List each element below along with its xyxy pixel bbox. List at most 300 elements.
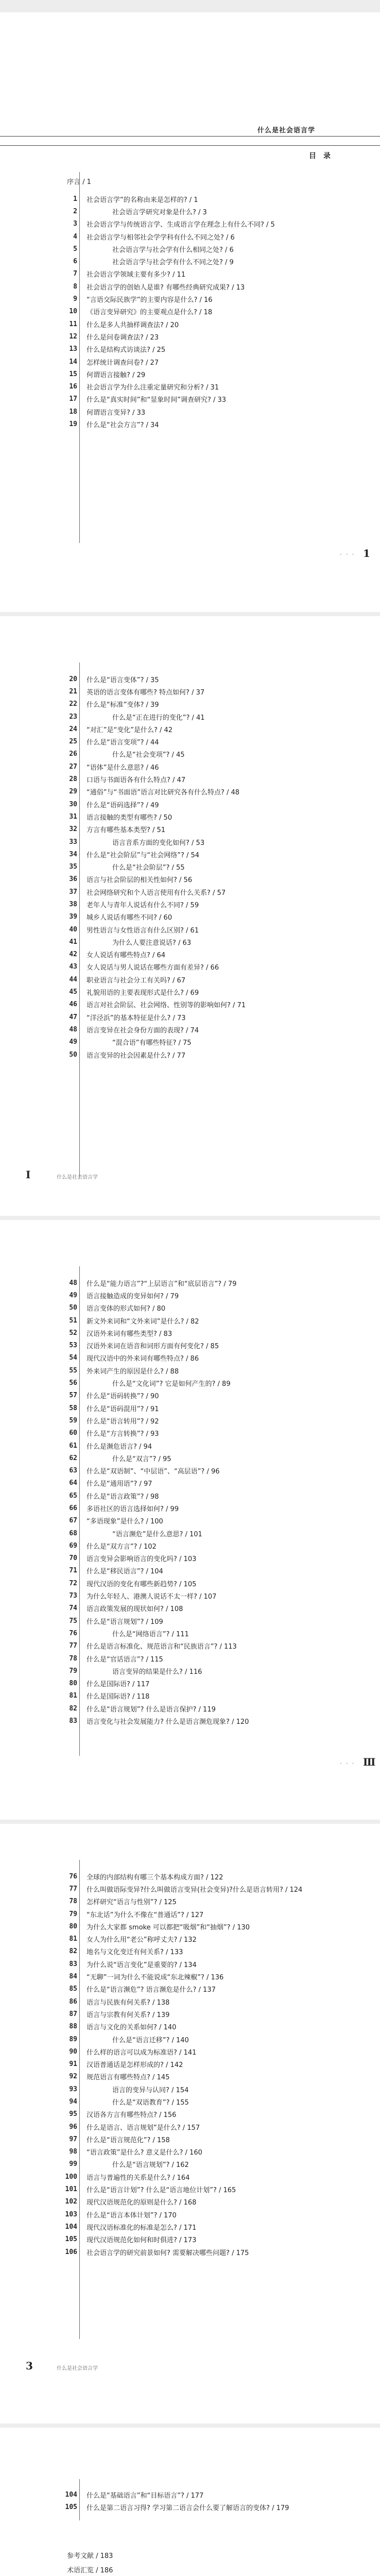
entry-title: 什么是“语言规划”? / 162 — [112, 2161, 189, 2170]
toc-entry[interactable] — [57, 1702, 376, 1715]
entry-title: 什么是“双方言”? / 102 — [87, 1543, 157, 1551]
toc-entry[interactable] — [57, 773, 376, 785]
entry-number: 17 — [69, 395, 77, 403]
header-rule-2 — [0, 145, 380, 146]
entry-number: 63 — [69, 1467, 77, 1475]
entry-title: 什么是“标准”变体? / 39 — [87, 701, 159, 709]
toc-list-page-2 — [57, 673, 376, 1061]
entry-title: 什么是国际语? / 117 — [87, 1681, 150, 1689]
entry-number: 22 — [69, 700, 77, 708]
entry-number: 74 — [69, 1604, 77, 1613]
entry-title: “洋泾浜”的基本特征是什么? / 73 — [87, 1014, 186, 1022]
toc-entry[interactable] — [57, 230, 376, 243]
toc-entry[interactable] — [57, 1389, 376, 1402]
entry-title: 汉语普通话是怎样形成的? / 142 — [87, 2061, 183, 2070]
toc-entry[interactable] — [57, 2221, 376, 2233]
entry-title: 女人为什么用“老公”称呼丈夫? / 132 — [87, 1936, 197, 1944]
toc-entry[interactable] — [57, 380, 376, 393]
entry-title: 什么是“语言变体”? / 35 — [87, 676, 159, 684]
toc-entry[interactable] — [57, 1958, 376, 1970]
toc-entry[interactable] — [57, 1377, 376, 1389]
entry-number: 4 — [73, 232, 77, 241]
entry-title: 什么是“官话语言”? / 115 — [87, 1655, 163, 1664]
toc-entry[interactable] — [57, 2233, 376, 2246]
toc-entry[interactable] — [57, 836, 376, 848]
toc-entry[interactable] — [57, 948, 376, 961]
toc-entry[interactable] — [57, 2121, 376, 2133]
entry-number: 75 — [69, 1617, 77, 1625]
entry-title: 社会语言学与社会学有什么相同之处? / 6 — [112, 246, 234, 254]
toc-entry[interactable] — [57, 2146, 376, 2158]
toc-entry[interactable] — [57, 1640, 376, 1652]
entry-number: 105 — [65, 2235, 77, 2244]
toc-entry[interactable] — [57, 1589, 376, 1602]
running-footer: 什么是社会语言学 — [57, 1175, 98, 1180]
toc-entry[interactable] — [57, 2501, 376, 2513]
entry-title: 什么是“社会变项”? / 45 — [112, 751, 185, 759]
entry-title: 语言变体的形式如何? / 80 — [87, 1305, 166, 1313]
toc-entry[interactable] — [57, 1327, 376, 1339]
header-rule — [0, 136, 380, 137]
entry-title: “无聊”一词为什么不能说成“东北辣椒”? / 136 — [87, 1974, 224, 1982]
toc-entry[interactable] — [57, 1502, 376, 1514]
toc-entry[interactable] — [57, 2171, 376, 2183]
entry-title: 什么是“语码混用”? / 91 — [87, 1405, 159, 1413]
entry-title: 语言变异会影响语言的变化吗? / 103 — [87, 1555, 197, 1564]
toc-entry[interactable] — [57, 355, 376, 368]
entry-number: 83 — [69, 1717, 77, 1725]
toc-entry[interactable] — [57, 2008, 376, 2020]
toc-entry[interactable] — [57, 1452, 376, 1464]
entry-number: 89 — [69, 2035, 77, 2043]
entry-title: 女人说话与男人说话在哪些方面有差异? / 66 — [87, 964, 219, 972]
entry-title: 现代汉语标准化的标准是怎么? / 171 — [87, 2224, 197, 2232]
entry-title: 什么是“语码转换”? / 90 — [87, 1393, 159, 1401]
entry-title: 为什么大家都 smoke 可以都把“吸烟”和“抽烟”? / 130 — [87, 1923, 250, 1931]
entry-title: 什么是“移民语言”? / 104 — [87, 1568, 163, 1576]
entry-number: 76 — [69, 1872, 77, 1880]
toc-entry[interactable] — [57, 1602, 376, 1615]
entry-number: 78 — [69, 1654, 77, 1663]
toc-entry[interactable] — [57, 2488, 376, 2501]
entry-title: 社会语言学与社会学有什么不同之处? / 9 — [112, 259, 234, 267]
entry-number: 70 — [69, 1554, 77, 1563]
toc-list-page-1 — [57, 193, 376, 431]
entry-title: 什么是“正在进行的变化”? / 41 — [112, 714, 205, 722]
entry-title: 为什么年轻人、港澳人说话不太一样? / 107 — [87, 1593, 217, 1601]
entry-number: 95 — [69, 2110, 77, 2119]
toc-entry[interactable] — [57, 1036, 376, 1048]
toc-entry[interactable] — [57, 723, 376, 735]
toc-page-5 — [0, 2428, 380, 2576]
entry-number: 19 — [69, 420, 77, 428]
toc-entry[interactable] — [57, 1690, 376, 1702]
entry-title: 怎样统计调查问卷? / 27 — [87, 359, 159, 367]
entry-title: 城乡人说话有哪些不同? / 60 — [87, 914, 172, 922]
entry-title: 什么是“语言政策”? / 98 — [87, 1493, 159, 1501]
entry-number: 67 — [69, 1517, 77, 1525]
toc-entry[interactable] — [57, 2183, 376, 2195]
entry-title: 现代汉语规范化如何和时俱进? / 173 — [87, 2236, 197, 2245]
entry-number: 104 — [65, 2490, 77, 2499]
entry-number: 46 — [69, 1001, 77, 1009]
toc-entry[interactable] — [57, 873, 376, 886]
toc-entry[interactable] — [57, 823, 376, 836]
toc-entry[interactable] — [57, 1023, 376, 1036]
toc-entry[interactable] — [57, 2033, 376, 2045]
entry-number: 25 — [69, 738, 77, 746]
toc-entry[interactable] — [57, 343, 376, 355]
toc-entry[interactable] — [57, 2083, 376, 2095]
entry-number: 55 — [69, 1366, 77, 1375]
entry-title: 语言变异的社会因素是什么? / 77 — [87, 1052, 186, 1060]
entry-title: 什么是结构式访谈法? / 25 — [87, 346, 166, 354]
entry-number: 82 — [69, 1704, 77, 1713]
toc-entry[interactable] — [57, 911, 376, 923]
toc-entry[interactable] — [57, 735, 376, 748]
entry-title: 语言与社会阶层的相关性如何? / 56 — [87, 876, 193, 885]
entry-number: 53 — [69, 1342, 77, 1350]
entry-title: 口语与书面语各有什么特点? / 47 — [87, 776, 186, 785]
entry-number: 101 — [65, 2185, 77, 2194]
entry-number: 102 — [65, 2198, 77, 2206]
entry-title: 什么是“方言转换”? / 93 — [87, 1430, 159, 1438]
toc-entry[interactable] — [57, 318, 376, 330]
toc-entry[interactable] — [57, 1402, 376, 1414]
toc-entry[interactable] — [57, 973, 376, 986]
entry-number: 49 — [69, 1038, 77, 1046]
entry-number: 83 — [69, 1960, 77, 1968]
entry-title: 什么是“语言转用”? / 92 — [87, 1417, 159, 1426]
toc-entry[interactable] — [57, 2021, 376, 2033]
entry-title: 社会网络研究和个人语言使用有什么关系? / 57 — [87, 889, 226, 897]
entry-number: 71 — [69, 1567, 77, 1575]
entry-title: 现代汉语规范化的原则是什么? / 168 — [87, 2199, 197, 2207]
entry-number: 5 — [73, 245, 77, 253]
toc-entry[interactable] — [57, 1970, 376, 1982]
toc-entry[interactable] — [57, 886, 376, 898]
toc-entry[interactable] — [57, 1552, 376, 1565]
toc-entry[interactable] — [57, 1048, 376, 1061]
toc-entry[interactable] — [57, 923, 376, 936]
toc-entry[interactable] — [57, 1920, 376, 1933]
entry-number: 86 — [69, 1997, 77, 2006]
entry-title: 语言接触造成的变异如何? / 79 — [87, 1292, 179, 1300]
entry-number: 81 — [69, 1935, 77, 1943]
entry-number: 45 — [69, 988, 77, 996]
toc-entry[interactable] — [57, 1870, 376, 1883]
toc-entry[interactable] — [57, 2045, 376, 2058]
entry-title: 女人说话有哪些特点? / 64 — [87, 952, 166, 960]
entry-title: 什么是语言标准化、规范语言和“民族语言”? / 113 — [87, 1643, 237, 1651]
toc-entry[interactable] — [57, 1983, 376, 1995]
entry-title: 社会语言学研究对象是什么? / 3 — [112, 208, 207, 216]
toc-entry[interactable] — [57, 2095, 376, 2108]
toc-entry[interactable] — [57, 2196, 376, 2208]
entry-title: 职业语言与社会分工有关吗? / 67 — [87, 976, 186, 985]
entry-number: 62 — [69, 1454, 77, 1462]
entry-title: 语言接触的类型有哪些? / 50 — [87, 814, 172, 822]
entry-title: 什么是“文化词”? 它是如何产生的? / 89 — [112, 1380, 231, 1388]
toc-entry[interactable] — [57, 1627, 376, 1639]
glossary-entry[interactable]: 术语汇览 / 186 — [67, 2567, 113, 2574]
entry-title: 礼貌用语的主要表现形式是什么? / 69 — [87, 989, 199, 997]
series-title: 什么是社会语言学 — [257, 127, 316, 134]
toc-page-2 — [0, 616, 380, 1216]
toc-entry[interactable] — [57, 193, 376, 205]
entry-number: 30 — [69, 800, 77, 808]
entry-number: 50 — [69, 1304, 77, 1312]
entry-number: 106 — [65, 2248, 77, 2256]
toc-list-page-4 — [57, 1870, 376, 2258]
entry-title: 什么是“语言规划”? / 109 — [87, 1618, 163, 1626]
entry-title: 什么是“语言迁移”? / 140 — [112, 2036, 189, 2044]
toc-entry[interactable] — [57, 1339, 376, 1351]
entry-title: 什么是“社会阶层”与“社会网络”? / 54 — [87, 851, 200, 859]
entry-title: 语言政策发展的现状如何? / 108 — [87, 1605, 183, 1614]
toc-entry[interactable] — [57, 2133, 376, 2145]
toc-entry[interactable] — [57, 1908, 376, 1920]
entry-number: 96 — [69, 2123, 77, 2131]
entry-title: “混合语”有哪些特征? / 75 — [112, 1039, 192, 1047]
entry-number: 13 — [69, 345, 77, 353]
entry-title: 语言的变异与认同? / 154 — [112, 2086, 189, 2094]
entry-title: 语言与宗教有何关系? / 139 — [87, 2011, 170, 2019]
toc-entry[interactable] — [57, 1895, 376, 1908]
entry-number: 50 — [69, 1050, 77, 1059]
toc-entry[interactable] — [57, 1883, 376, 1895]
toc-entry[interactable] — [57, 255, 376, 267]
toc-entry[interactable] — [57, 1665, 376, 1677]
toc-entry[interactable] — [57, 760, 376, 773]
toc-entry[interactable] — [57, 1515, 376, 1527]
entry-number: 79 — [69, 1667, 77, 1675]
entry-number: 48 — [69, 1279, 77, 1287]
toc-entry[interactable] — [57, 748, 376, 760]
entry-title: 什么是“基础语言”和“目标语言”? / 177 — [87, 2492, 204, 2500]
entry-number: 6 — [73, 258, 77, 266]
entry-title: “语言濒危”是什么意思? / 101 — [112, 1530, 202, 1538]
toc-entry[interactable] — [57, 2058, 376, 2070]
toc-entry[interactable] — [57, 393, 376, 405]
toc-entry[interactable] — [57, 1289, 376, 1301]
toc-entry[interactable] — [57, 1011, 376, 1023]
toc-entry[interactable] — [57, 860, 376, 873]
entry-title: 什么是“语言变项”? / 44 — [87, 739, 159, 747]
page-dots: ··· — [340, 551, 358, 558]
entry-number: 9 — [73, 295, 77, 303]
entry-number: 78 — [69, 1897, 77, 1906]
entry-title: 社会语言学”的名称由来是怎样的? / 1 — [87, 196, 198, 204]
entry-number: 20 — [69, 675, 77, 683]
toc-entry[interactable] — [57, 418, 376, 430]
entry-title: 什么是国际语? / 118 — [87, 1693, 150, 1701]
entry-number: 21 — [69, 687, 77, 696]
toc-list-page-5 — [57, 2488, 376, 2514]
toc-entry[interactable] — [57, 1427, 376, 1439]
entry-number: 61 — [69, 1442, 77, 1450]
entry-number: 12 — [69, 332, 77, 341]
entry-title: 语言与民族有何关系? / 138 — [87, 1998, 170, 2007]
running-footer: 什么是社会语言学 — [57, 2366, 98, 2371]
toc-entry[interactable] — [57, 1477, 376, 1489]
toc-entry[interactable] — [57, 998, 376, 1011]
entry-number: 68 — [69, 1529, 77, 1537]
toc-entry[interactable] — [57, 1352, 376, 1364]
entry-number: 3 — [73, 220, 77, 228]
toc-entry[interactable] — [57, 1995, 376, 2008]
entry-number: 64 — [69, 1479, 77, 1487]
entry-number: 79 — [69, 1910, 77, 1918]
toc-entry[interactable] — [57, 218, 376, 230]
entry-number: 43 — [69, 963, 77, 971]
entry-title: 什么是“语码选择”? / 49 — [87, 801, 159, 809]
toc-entry[interactable] — [57, 1715, 376, 1727]
toc-entry[interactable] — [57, 205, 376, 217]
toc-entry[interactable] — [57, 1302, 376, 1314]
entry-number: 103 — [65, 2210, 77, 2218]
entry-number: 65 — [69, 1492, 77, 1500]
entry-number: 38 — [69, 900, 77, 908]
toc-entry[interactable] — [57, 673, 376, 685]
entry-number: 7 — [73, 270, 77, 278]
toc-entry[interactable] — [57, 961, 376, 973]
toc-entry[interactable] — [57, 2158, 376, 2171]
entry-title: 什么是第二语言习得? 学习第二语言会什么要了解语言的变体? / 179 — [87, 2504, 289, 2512]
entry-number: 48 — [69, 1025, 77, 1033]
entry-title: 社会语言学的创始人是谁? 有哪些经典研究成果? / 13 — [87, 283, 245, 292]
entry-title: 语言对社会阶层、社会网络、性别等的影响如何? / 71 — [87, 1002, 246, 1010]
entry-title: 社会语言学为什么注重定量研究和分析? / 31 — [87, 384, 219, 392]
toc-entry[interactable] — [57, 810, 376, 823]
toc-entry[interactable] — [57, 330, 376, 343]
entry-title: 地名与文化变迁有何关系? / 133 — [87, 1948, 183, 1957]
toc-entry[interactable] — [57, 1933, 376, 1945]
entry-number: 100 — [65, 2173, 77, 2181]
toc-list-page-3 — [57, 1277, 376, 1727]
entry-title: 什么是“语言计划”? 什么是“语言地位计划”? / 165 — [87, 2187, 236, 2195]
entry-title: 什么是“双语制”、“中层语”、“高层语”? / 96 — [87, 1468, 220, 1476]
toc-entry[interactable] — [57, 936, 376, 948]
entry-title: 语言变异的结果是什么? / 116 — [112, 1668, 202, 1676]
entry-number: 94 — [69, 2097, 77, 2106]
entry-title: 全球的内部结构有哪三个基本构成方面? / 122 — [87, 1873, 223, 1882]
entry-number: 104 — [65, 2223, 77, 2231]
toc-entry[interactable] — [57, 898, 376, 910]
entry-number: 24 — [69, 725, 77, 733]
toc-entry[interactable] — [57, 368, 376, 380]
entry-number: 11 — [69, 320, 77, 328]
toc-entry[interactable] — [57, 405, 376, 418]
entry-number: 76 — [69, 1629, 77, 1637]
toc-entry[interactable] — [57, 2246, 376, 2258]
entry-title: “东北话”为什么不像在“普通话”? / 127 — [87, 1911, 204, 1919]
entry-title: 什么是“双语教育”? / 155 — [112, 2098, 189, 2107]
toc-entry[interactable] — [57, 710, 376, 723]
references-entry[interactable]: 参考文献 / 183 — [67, 2552, 113, 2560]
entry-title: 什么是“网络语言”? / 111 — [112, 1630, 189, 1638]
toc-entry[interactable] — [57, 1464, 376, 1477]
preface-entry[interactable]: 序言 / 1 — [67, 178, 91, 186]
page-number: 1 — [363, 547, 370, 560]
toc-entry[interactable] — [57, 1539, 376, 1552]
entry-number: 60 — [69, 1429, 77, 1437]
toc-entry[interactable] — [57, 986, 376, 998]
entry-title: 什么是“通用语”? / 97 — [87, 1480, 152, 1488]
toc-entry[interactable] — [57, 1414, 376, 1427]
entry-number: 91 — [69, 2060, 77, 2069]
entry-title: 社会语言学与传统语言学、生成语言学在理念上有什么不同? / 5 — [87, 221, 275, 229]
toc-entry[interactable] — [57, 1652, 376, 1665]
entry-number: 47 — [69, 1013, 77, 1021]
toc-entry[interactable] — [57, 1615, 376, 1627]
toc-entry[interactable] — [57, 786, 376, 798]
toc-entry[interactable] — [57, 268, 376, 280]
entry-number: 31 — [69, 812, 77, 821]
entry-title: 汉语外来词在语音和词形方面有何变化? / 85 — [87, 1343, 219, 1351]
toc-entry[interactable] — [57, 2208, 376, 2221]
entry-title: “对汇”是“变化”是什么? / 42 — [87, 726, 173, 734]
toc-entry[interactable] — [57, 293, 376, 305]
page-dots: ··· — [340, 1760, 358, 1767]
entry-title: 什么叫做语际变异?什么叫做语言变异(社会变异)?什么是语言转用? / 124 — [87, 1886, 303, 1894]
toc-entry[interactable] — [57, 685, 376, 698]
toc-entry[interactable] — [57, 1364, 376, 1377]
entry-title: 语言与文化的关系如何? / 140 — [87, 2024, 177, 2032]
toc-entry[interactable] — [57, 1565, 376, 1577]
entry-number: 52 — [69, 1329, 77, 1337]
toc-entry[interactable] — [57, 848, 376, 860]
toc-entry[interactable] — [57, 1577, 376, 1589]
entry-number: 16 — [69, 383, 77, 391]
entry-number: 77 — [69, 1885, 77, 1893]
toc-entry[interactable] — [57, 1314, 376, 1327]
entry-title: 什么是“语言规划”? 什么是语言保护? / 119 — [87, 1705, 216, 1714]
entry-number: 93 — [69, 2085, 77, 2093]
toc-entry[interactable] — [57, 306, 376, 318]
entry-title: 汉语外来词有哪些类型? / 83 — [87, 1330, 172, 1338]
entry-title: 什么是“社会方言”? / 34 — [87, 421, 159, 429]
entry-number: 26 — [69, 750, 77, 758]
toc-entry[interactable] — [57, 1439, 376, 1452]
toc-entry[interactable] — [57, 698, 376, 710]
toc-entry[interactable] — [57, 280, 376, 293]
toc-entry[interactable] — [57, 2108, 376, 2121]
entry-number: 49 — [69, 1291, 77, 1299]
page-number: 3 — [26, 2360, 33, 2372]
toc-page-1 — [0, 12, 380, 612]
entry-number: 14 — [69, 358, 77, 366]
entry-title: 社会语言学的研究前景如何? 需要解决哪些问题? / 175 — [87, 2249, 249, 2257]
entry-number: 66 — [69, 1504, 77, 1512]
toc-entry[interactable] — [57, 2071, 376, 2083]
entry-number: 56 — [69, 1379, 77, 1387]
toc-entry[interactable] — [57, 1489, 376, 1502]
entry-title: 现代汉语中的外来词有哪些特点? / 86 — [87, 1355, 199, 1363]
entry-number: 29 — [69, 788, 77, 796]
toc-entry[interactable] — [57, 1945, 376, 1958]
toc-entry[interactable] — [57, 1277, 376, 1289]
entry-number: 41 — [69, 938, 77, 946]
toc-entry[interactable] — [57, 798, 376, 810]
entry-title: 方言有哪些基本类型? / 51 — [87, 826, 166, 835]
toc-entry[interactable] — [57, 243, 376, 255]
entry-title: 规范语言有哪些特点? / 145 — [87, 2074, 170, 2082]
entry-title: 什么是问卷调查法? / 23 — [87, 333, 159, 342]
entry-number: 92 — [69, 2073, 77, 2081]
toc-entry[interactable] — [57, 1677, 376, 1690]
toc-entry[interactable] — [57, 1527, 376, 1539]
